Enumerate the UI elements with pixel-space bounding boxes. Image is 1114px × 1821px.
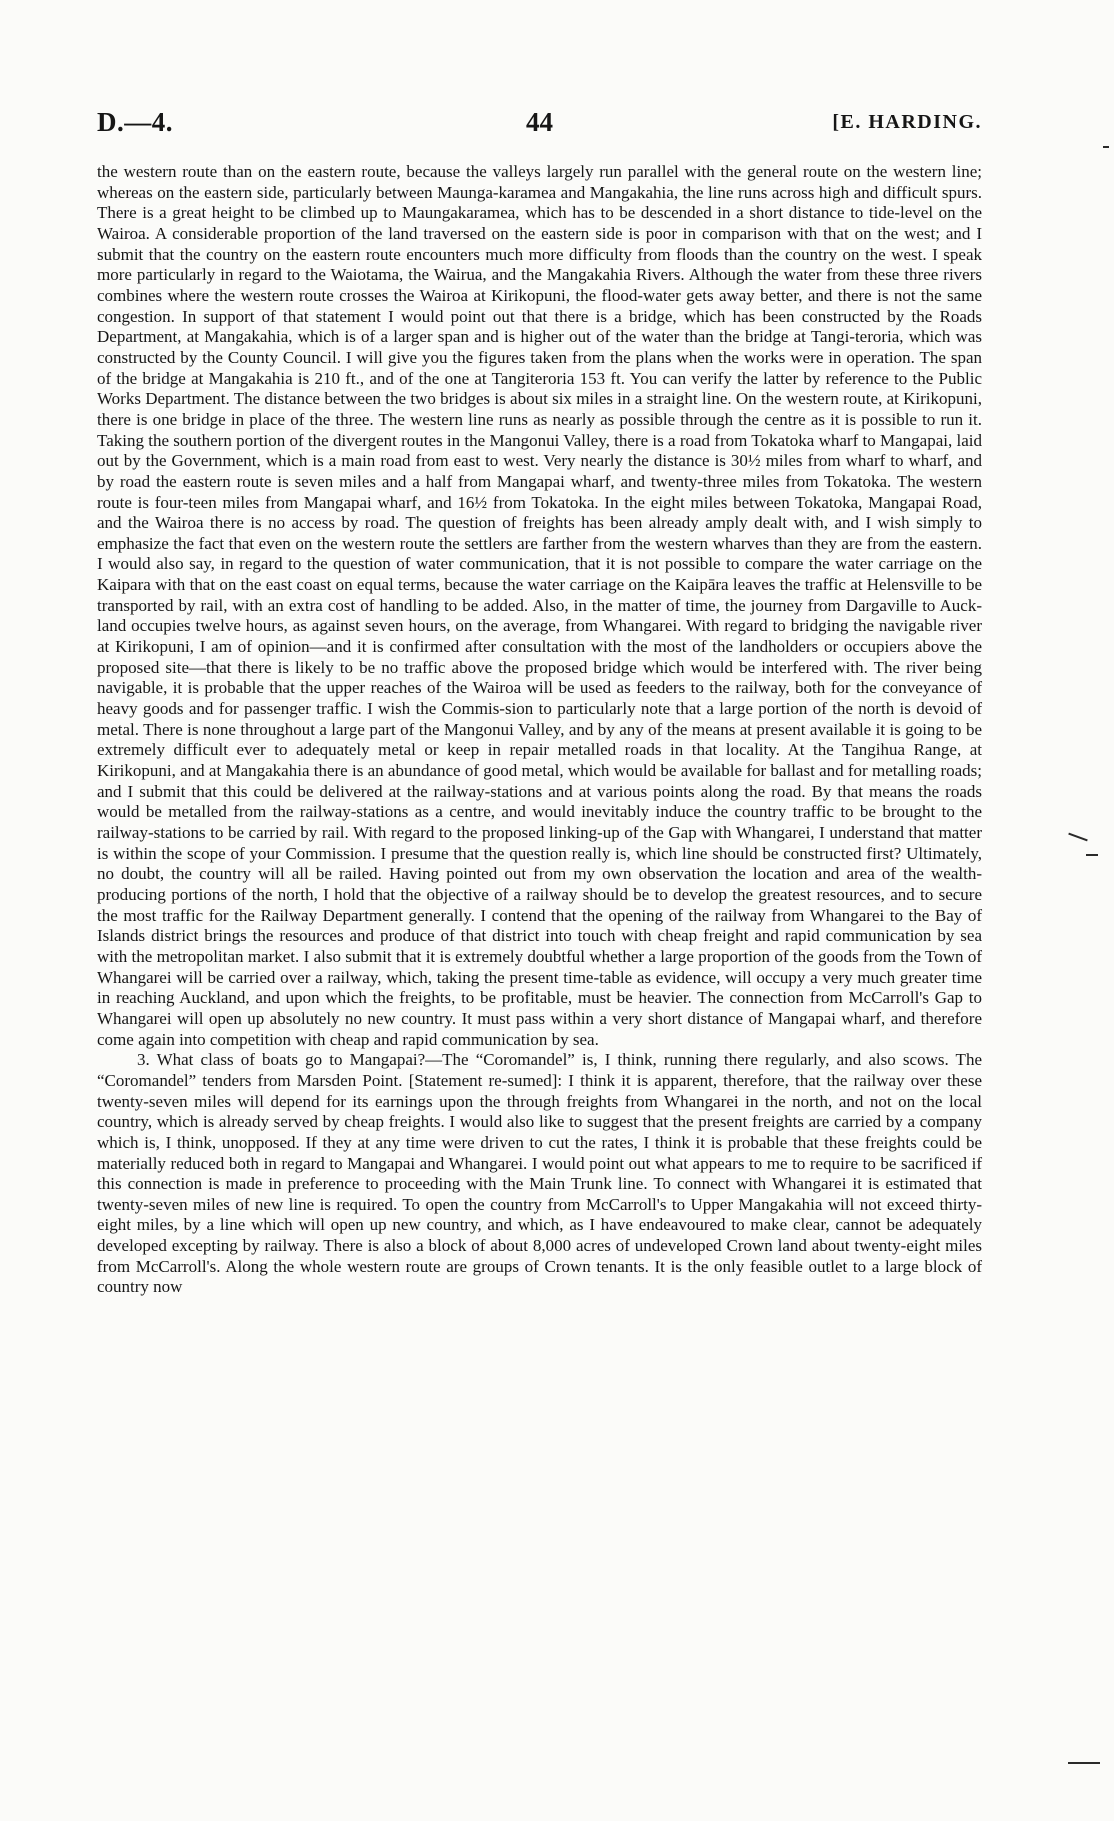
paragraph: the western route than on the eastern route, because the valleys largely run parallel with the general route on the western line; whereas on the eastern side, particularly between Maunga-karamea and Mangakahia, the line runs across high and difficult spurs. There is a great height to be climbed up to Maungakaramea, which has to be descended in a short distance to tide-level on the Wairoa. A considerable proportion of the land traversed on the eastern side is poor in comparison with that on the west; and I submit that the country on the eastern route encounters much more difficulty from floods than the country on the west. I speak more particularly in regard to the Waiotama, the Wairua, and the Mangakahia Rivers. Although the water from these three rivers combines where the western route crosses the Wairoa at Kirikopuni, the flood-water gets away better, and there is not the same congestion. In support of that statement I would point out that there is a bridge, which has been constructed by the Roads Department, at Mangakahia, which is of a larger span and is higher out of the water than the bridge at Tangi-teroria, which was constructed by the County Council. I will give you the figures taken from the plans when the works were in operation. The span of the bridge at Mangakahia is 210 ft., and of the one at Tangiteroria 153 ft. You can verify the latter by reference to the Public Works Department. The distance between the two bridges is about six miles in a straight line. On the western route, at Kirikopuni, there is one bridge in place of the three. The western line runs as nearly as possible through the centre as it is possible to run it. Taking the southern portion of the divergent routes in the Mangonui Valley, there is a road from Tokatoka wharf to Mangapai, laid out by the Government, which is a main road from east to west. Very nearly the distance is 30½ miles from wharf to wharf, and by road the eastern route is seven miles and a half from Mangapai wharf, and twenty-three miles from Tokatoka. The western route is four-teen miles from Mangapai wharf, and 16½ from Tokatoka. In the eight miles between Tokatoka, Mangapai Road, and the Wairoa there is no access by road. The question of freights has been already amply dealt with, and I wish simply to emphasize the fact that even on the western route the settlers are farther from the western wharves than they are from the eastern. I would also say, in regard to the question of water communication, that it is not possible to compare the water carriage on the Kaipara with that on the east coast on equal terms, because the water carriage on the Kaipāra leaves the traffic at Helensville to be transported by rail, with an extra cost of handling to be added. Also, in the matter of time, the journey from Dargaville to Auck-land occupies twelve hours, as against seven hours, on the average, from Whangarei. With regard to bridging the navigable river at Kirikopuni, I am of opinion—and it is confirmed after consultation with the most of the landholders or occupiers above the proposed site—that there is likely to be no traffic above the proposed bridge which would be interfered with. The river being navigable, it is probable that the upper reaches of the Wairoa will be used as feeders to the railway, both for the conveyance of heavy goods and for passenger traffic. I wish the Commis-sion to particularly note that a large portion of the north is devoid of metal. There is none throughout a large part of the Mangonui Valley, and by any of the means at present available it is going to be extremely difficult ever to adequately metal or keep in repair metalled roads in that locality. At the Tangihua Range, at Kirikopuni, and at Mangakahia there is an abundance of good metal, which would be available for ballast and for metalling roads; and I submit that this could be delivered at the railway-stations and at various points along the road. By that means the roads would be metalled from the railway-stations as a centre, and would inevitably induce the country traffic to be brought to the railway-stations to be carried by rail. With regard to the proposed linking-up of the Gap with Whangarei, I understand that matter is within the scope of your Commission. I presume that the question really is, which line should be constructed first? Ultimately, no doubt, the country will all be railed. Having pointed out from my own observation the location and area of the wealth-producing portions of the north, I hold that the objective of a railway should be to develop the greatest resources, and to secure the most traffic for the Railway Department generally. I contend that the opening of the railway from Whangarei to the Bay of Islands district brings the resources and produce of that district into touch with cheap freight and rapid communication by sea with the metropolitan market. I also submit that it is extremely doubtful whether a large proportion of the goods from the Town of Whangarei will be carried over a railway, which, taking the present time-table as evidence, will occupy a very much greater time in reaching Auckland, and upon which the freights, to be profitable, must be heavier. The connection from McCarroll's Gap to Whangarei will open up absolutely no new country. It must pass within a very short distance of Mangapai wharf, and therefore come again into competition with cheap and rapid communication by sea.: [97, 162, 982, 1049]
margin-mark: [1068, 1762, 1100, 1764]
margin-mark: [1068, 833, 1087, 842]
page-body: [97, 162, 982, 1298]
page-number: 44: [526, 107, 553, 137]
witness-name: [E. HARDING.: [832, 111, 982, 133]
document-reference: D.—4.: [97, 107, 173, 137]
margin-mark: [1086, 854, 1098, 856]
page-header: [97, 107, 982, 141]
margin-mark: [1103, 146, 1109, 148]
paragraph: 3. What class of boats go to Mangapai?—The “Coromandel” is, I think, running there regularly, and also scows. The “Coromandel” tenders from Marsden Point. [Statement re-sumed]: I think it is apparent, therefore, that the railway over these twenty-seven miles will depend for its earnings upon the through freights from Whangarei in the north, and not on the local country, which is already served by cheap freights. I would also like to suggest that the present freights are carried by a company which is, I think, unopposed. If they at any time were driven to cut the rates, I think it is probable that these freights could be materially reduced both in regard to Mangapai and Whangarei. I would point out what appears to me to require to be sacrificed if this connection is made in preference to proceeding with the Main Trunk line. To connect with Whangarei it is estimated that twenty-seven miles of new line is required. To open the country from McCarroll's to Upper Mangakahia will not exceed thirty-eight miles, by a line which will open up new country, and which, as I have endeavoured to make clear, cannot be adequately developed excepting by railway. There is also a block of about 8,000 acres of undeveloped Crown land about twenty-eight miles from McCarroll's. Along the whole western route are groups of Crown tenants. It is the only feasible outlet to a large block of country now: [97, 1050, 982, 1297]
